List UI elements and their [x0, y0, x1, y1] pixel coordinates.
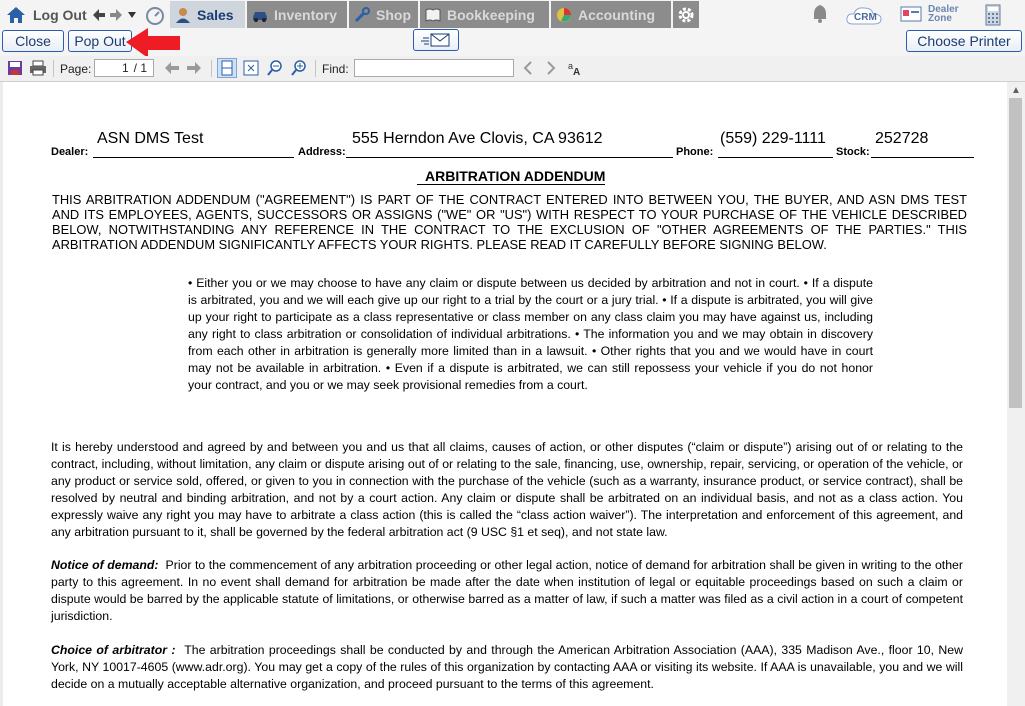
svg-text:a: a [568, 61, 574, 71]
envelope-icon [421, 32, 451, 48]
page-total: / 1 [133, 61, 147, 75]
tab-accounting-label: Accounting [578, 6, 655, 23]
find-input[interactable] [354, 59, 514, 77]
dealer-info-line [51, 130, 974, 158]
choice-of-arbitrator-paragraph [51, 642, 963, 693]
home-icon [5, 5, 27, 25]
page-width-button[interactable] [217, 58, 237, 78]
viewer-toolbar [0, 56, 1025, 82]
calculator-icon [985, 4, 1001, 26]
vertical-scrollbar[interactable] [1007, 82, 1025, 706]
printer-icon [29, 60, 47, 76]
notice-of-demand-heading: Notice of demand: [51, 558, 159, 572]
next-page-icon [186, 61, 202, 75]
logout-label: Log Out [33, 6, 87, 23]
id-card-icon [900, 6, 922, 22]
disclosure-bullets: • Either you or we may choose to have any claim or dispute between us decided by arbitration and not in court. • If a dispute is arbitrated, you and we will each give up our right to a trial by the court or a jury trial. • If a dispute is arbitrated, you will give up your right to participate as a class representative or class member on any class claim you may have against us, including any right to class arbitration or consolidation of individual arbitrations. • The information you and we may obtain in discovery from each other in arbitration is generally more limited than in a lawsuit. • Other rights that you and we would have in court may not be available in arbitration. • Even if a dispute is arbitrated, we can still repossess your vehicle if you do not honor your contract, and you or we may seek provisional remedies from a court. [188, 276, 873, 392]
scrollbar-thumb[interactable] [1009, 98, 1022, 408]
page-number-value: 1 [121, 61, 129, 75]
crm-button[interactable] [845, 4, 883, 26]
address-value: 555 Herndon Ave Clovis, CA 93612 [352, 130, 603, 147]
zoom-out-icon [267, 60, 283, 76]
choose-printer-button[interactable]: Choose Printer [906, 30, 1022, 52]
tab-bookkeeping[interactable] [420, 1, 551, 28]
zoom-in-icon [291, 60, 307, 76]
save-icon [7, 60, 23, 76]
page-number-input[interactable] [94, 59, 154, 77]
speedometer-button[interactable] [144, 0, 166, 29]
page-label: Page: [60, 62, 92, 76]
dealer-zone-label: Dealer Zone [928, 4, 959, 24]
previous-page-button[interactable] [164, 59, 180, 77]
tab-bookkeeping-label: Bookkeeping [447, 6, 535, 23]
address-label: Address: [298, 146, 346, 158]
choice-of-arbitrator-heading: Choice of arbitrator : [51, 643, 176, 657]
crm-label: CRM [854, 12, 877, 23]
pop-out-button[interactable]: Pop Out [68, 30, 132, 52]
find-next-icon [545, 61, 557, 75]
whole-page-button[interactable] [243, 59, 259, 77]
phone-value: (559) 229-1111 [720, 130, 826, 147]
speedometer-icon [144, 5, 166, 25]
forward-arrow-icon[interactable] [109, 8, 123, 22]
dealer-label: Dealer: [51, 146, 89, 158]
notice-of-demand-text: Prior to the commencement of any arbitration proceeding or other legal action, notice of demand for arbitration shall be given in writing to the other party to this agreement. In no event shall demand for arbitration be made after the date when institution of legal or equitable proceedings based on such a claim or dispute would be barred by the applicable statute of limitations, or otherwise barred as a matter of law, if such a matter was filed as a civil action in a court of competent jurisdiction. [51, 558, 963, 623]
car-icon [251, 7, 269, 23]
tab-inventory-label: Inventory [274, 6, 338, 23]
agreement-paragraph: It is hereby understood and agreed by and between you and us that all claims, causes of action, or other disputes (“claim or dispute”) arising out of or relating to the contract, including, without limitation, any claim or dispute arising out of or relating to the sale, financing, use, ownership, repair, servicing, or operation of the vehicle, or any product or service sold, offered, or given to you in connection with the purchase of the vehicle (such as a warranty, insurance product, or service contract), shall be resolved by neutral and binding arbitration, and not by a court action. Any claim or dispute shall be arbitrated on an individual basis, and not as a class action. You expressly waive any right you may have to arbitrate a class action (this is called the “class action waiver”). The interpretation and enforcement of this agreement, and any arbitration pursuant to it, shall be governed by the federal arbitration act (9 USC §1 et seq), and not state law. [51, 440, 963, 539]
zoom-out-button[interactable] [267, 59, 283, 77]
logout-link[interactable] [5, 0, 87, 29]
wrench-icon [353, 7, 371, 23]
find-next-button[interactable] [545, 59, 557, 77]
zoom-in-button[interactable] [291, 59, 307, 77]
document-title: ARBITRATION ADDENDUM [417, 168, 605, 185]
close-button[interactable]: Close [2, 30, 64, 52]
book-icon [424, 7, 442, 23]
notice-of-demand-paragraph [51, 557, 963, 625]
top-nav [0, 0, 1025, 30]
tab-inventory[interactable] [247, 1, 349, 28]
match-case-icon [568, 60, 584, 76]
tab-accounting[interactable] [551, 1, 673, 28]
preamble-text: THIS ARBITRATION ADDENDUM ("AGREEMENT") IS PART OF THE CONTRACT ENTERED INTO BETWEEN YOU, THE BUYER, AND ASN DMS TEST AND ITS EMPLOYEES, AGENTS, SUCCESSORS OR ASSIGNS ("WE" OR "US") WITH RESPECT TO YOUR PURCHASE OF THE VEHICLE DESCRIBED BELOW, NOTWITHSTANDING ANY REFERENCE IN THE CONTRACT TO THE EXCLUSION OF "OTHER AGREEMENTS OF THE PARTIES." THIS ARBITRATION ADDENDUM SIGNIFICANTLY AFFECTS YOUR RIGHTS. PLEASE READ IT CAREFULLY BEFORE SIGNING BELOW. [52, 192, 967, 252]
find-previous-icon [522, 61, 534, 75]
tab-shop[interactable] [349, 1, 420, 28]
settings-button[interactable] [673, 1, 699, 28]
bell-icon [810, 3, 830, 25]
email-document-button[interactable] [413, 29, 459, 51]
next-page-button[interactable] [186, 59, 202, 77]
match-case-button[interactable] [568, 59, 584, 77]
find-previous-button[interactable] [522, 59, 534, 77]
find-label: Find: [322, 62, 349, 76]
dealer-value: ASN DMS Test [97, 130, 204, 147]
gear-icon [677, 6, 695, 24]
tab-sales[interactable] [170, 1, 247, 28]
calculator-button[interactable] [985, 4, 1001, 26]
tab-sales-label: Sales [197, 6, 234, 23]
pie-chart-icon [555, 7, 573, 23]
svg-text:A: A [573, 67, 581, 76]
whole-page-icon [243, 60, 259, 76]
report-viewer [0, 82, 1007, 706]
notifications-button[interactable] [810, 3, 830, 25]
stock-value: 252728 [875, 130, 929, 147]
dealer-zone-button[interactable] [900, 5, 968, 23]
phone-label: Phone: [676, 146, 714, 158]
stock-label: Stock: [836, 146, 870, 158]
previous-page-icon [164, 61, 180, 75]
choice-of-arbitrator-text: The arbitration proceedings shall be conducted by and through the American Arbitration Association (AAA), 335 Madison Ave., floor 10, New York, NY 10017-4605 (www.adr.org). You may get a copy of the rules of this organization by contacting AAA or visiting its website. If AAA is unavailable, you and we will decide on a mutually acceptable alternative organization, and proceed pursuant to the terms of this agreement. [51, 643, 963, 691]
scroll-up-icon[interactable]: ▲ [1011, 85, 1021, 96]
save-report-button[interactable] [7, 59, 23, 77]
back-arrow-icon[interactable] [92, 8, 106, 22]
page-width-icon [220, 60, 234, 76]
salesperson-icon [174, 7, 192, 23]
print-button[interactable] [29, 59, 47, 77]
tab-shop-label: Shop [376, 6, 411, 23]
history-dropdown-icon[interactable] [127, 11, 137, 19]
history-nav[interactable] [92, 0, 137, 29]
